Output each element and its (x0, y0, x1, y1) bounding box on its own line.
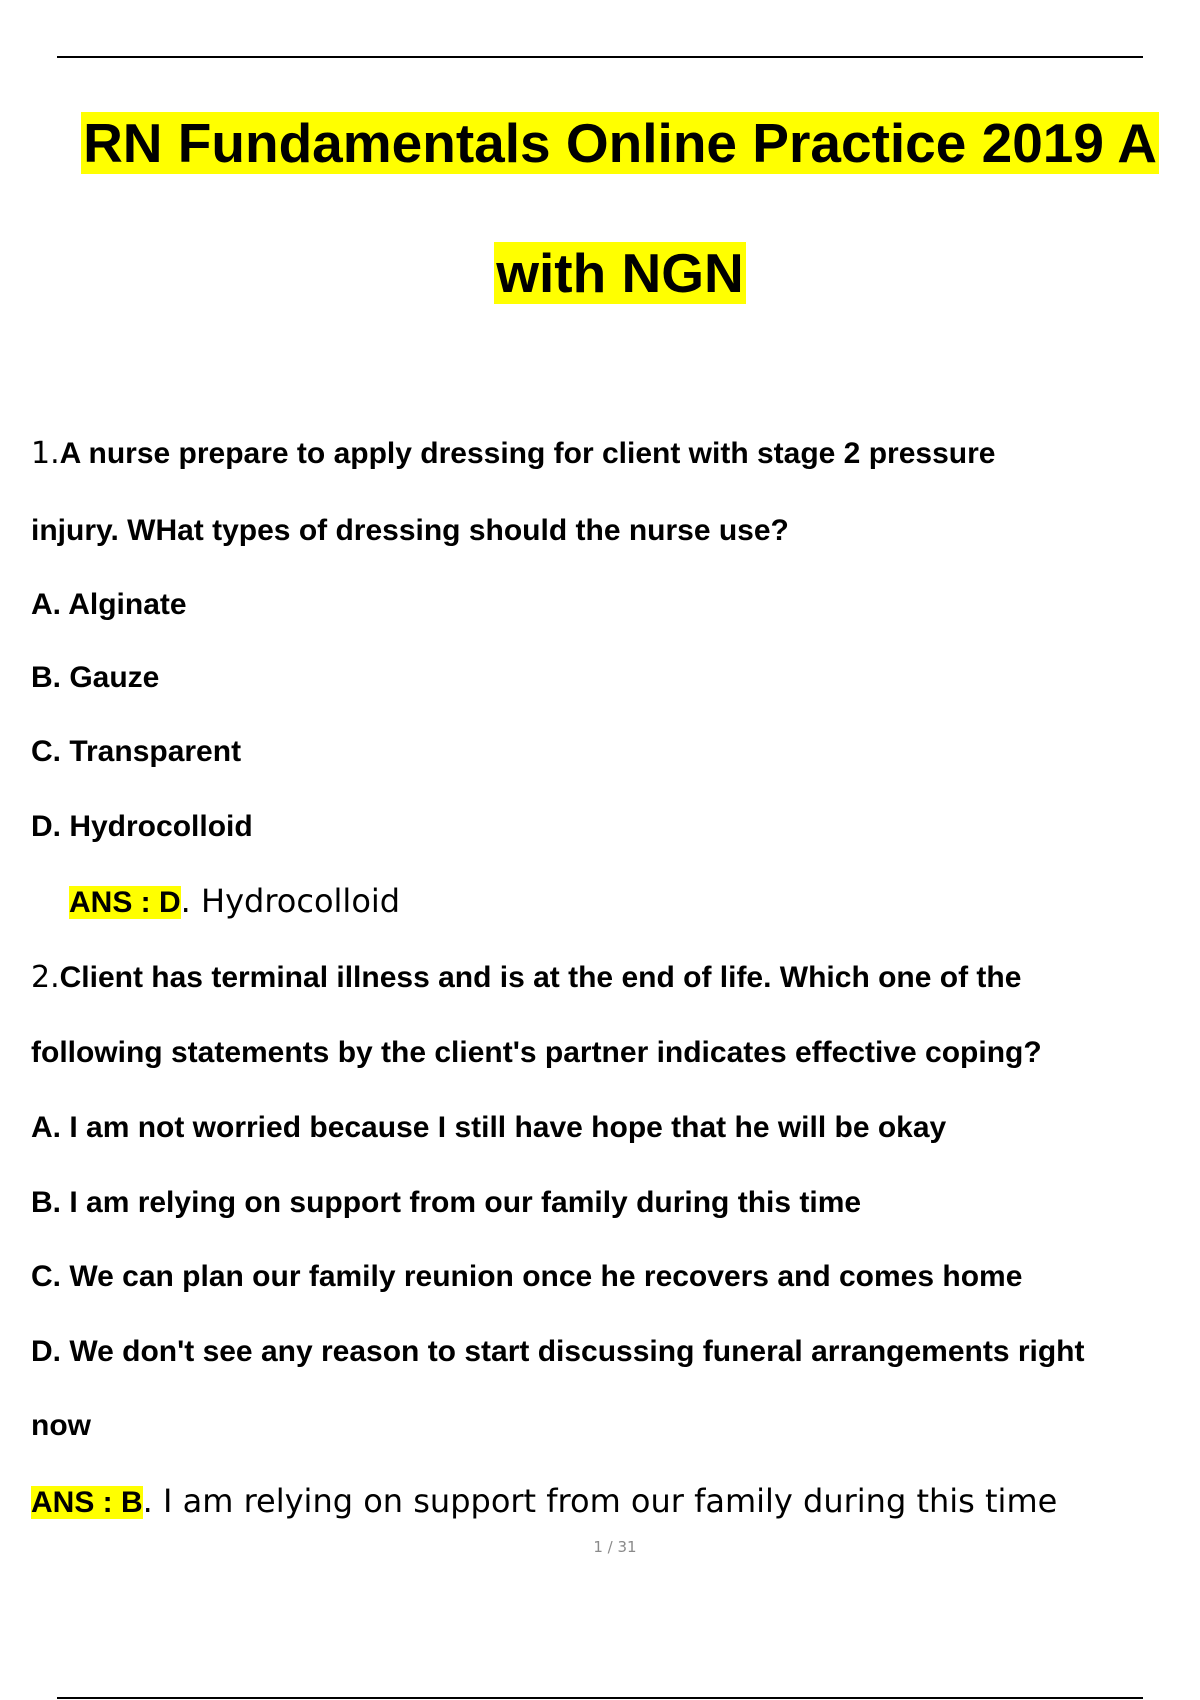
answer-text: . I am relying on support from our family during this time (142, 1482, 1058, 1520)
document-title-line-1 (0, 111, 1200, 175)
answer-key: ANS : D (69, 886, 181, 919)
question-2-option-b: B. I am relying on support from our family during this time (31, 1186, 862, 1219)
question-number: 2. (31, 960, 60, 995)
title-highlight: RN Fundamentals Online Practice 2019 A (83, 112, 1157, 174)
question-2-answer (31, 1481, 1057, 1523)
page-number: 1 / 31 (593, 1538, 637, 1556)
question-1-option-a: A. Alginate (31, 588, 187, 621)
question-2-stem-line-1 (31, 958, 1021, 998)
question-2-option-d-continuation: now (31, 1409, 91, 1442)
question-2-stem-line-2: following statements by the client's partner indicates effective coping? (31, 1036, 1042, 1069)
answer-text: . Hydrocolloid (180, 882, 401, 920)
question-2-option-c: C. We can plan our family reunion once he recovers and comes home (31, 1260, 1023, 1293)
title-highlight: with NGN (496, 242, 744, 304)
bottom-rule (57, 1697, 1143, 1699)
document-title-line-2 (0, 241, 1200, 305)
question-1-stem-line-2: injury. WHat types of dressing should the nurse use? (31, 514, 789, 547)
answer-key: ANS : B (31, 1486, 143, 1519)
question-1-answer (69, 881, 400, 923)
question-text: A nurse prepare to apply dressing for client with stage 2 pressure (59, 437, 996, 470)
question-1-option-b: B. Gauze (31, 661, 160, 694)
question-1-option-d: D. Hydrocolloid (31, 810, 253, 843)
question-text: Client has terminal illness and is at the end of life. Which one of the (59, 961, 1022, 994)
question-1-stem-line-1 (31, 434, 995, 474)
question-2-option-a: A. I am not worried because I still have hope that he will be okay (31, 1111, 947, 1144)
question-2-option-d: D. We don't see any reason to start discussing funeral arrangements right (31, 1335, 1085, 1368)
question-1-option-c: C. Transparent (31, 735, 242, 768)
top-rule (57, 56, 1143, 58)
question-number: 1. (31, 436, 60, 471)
